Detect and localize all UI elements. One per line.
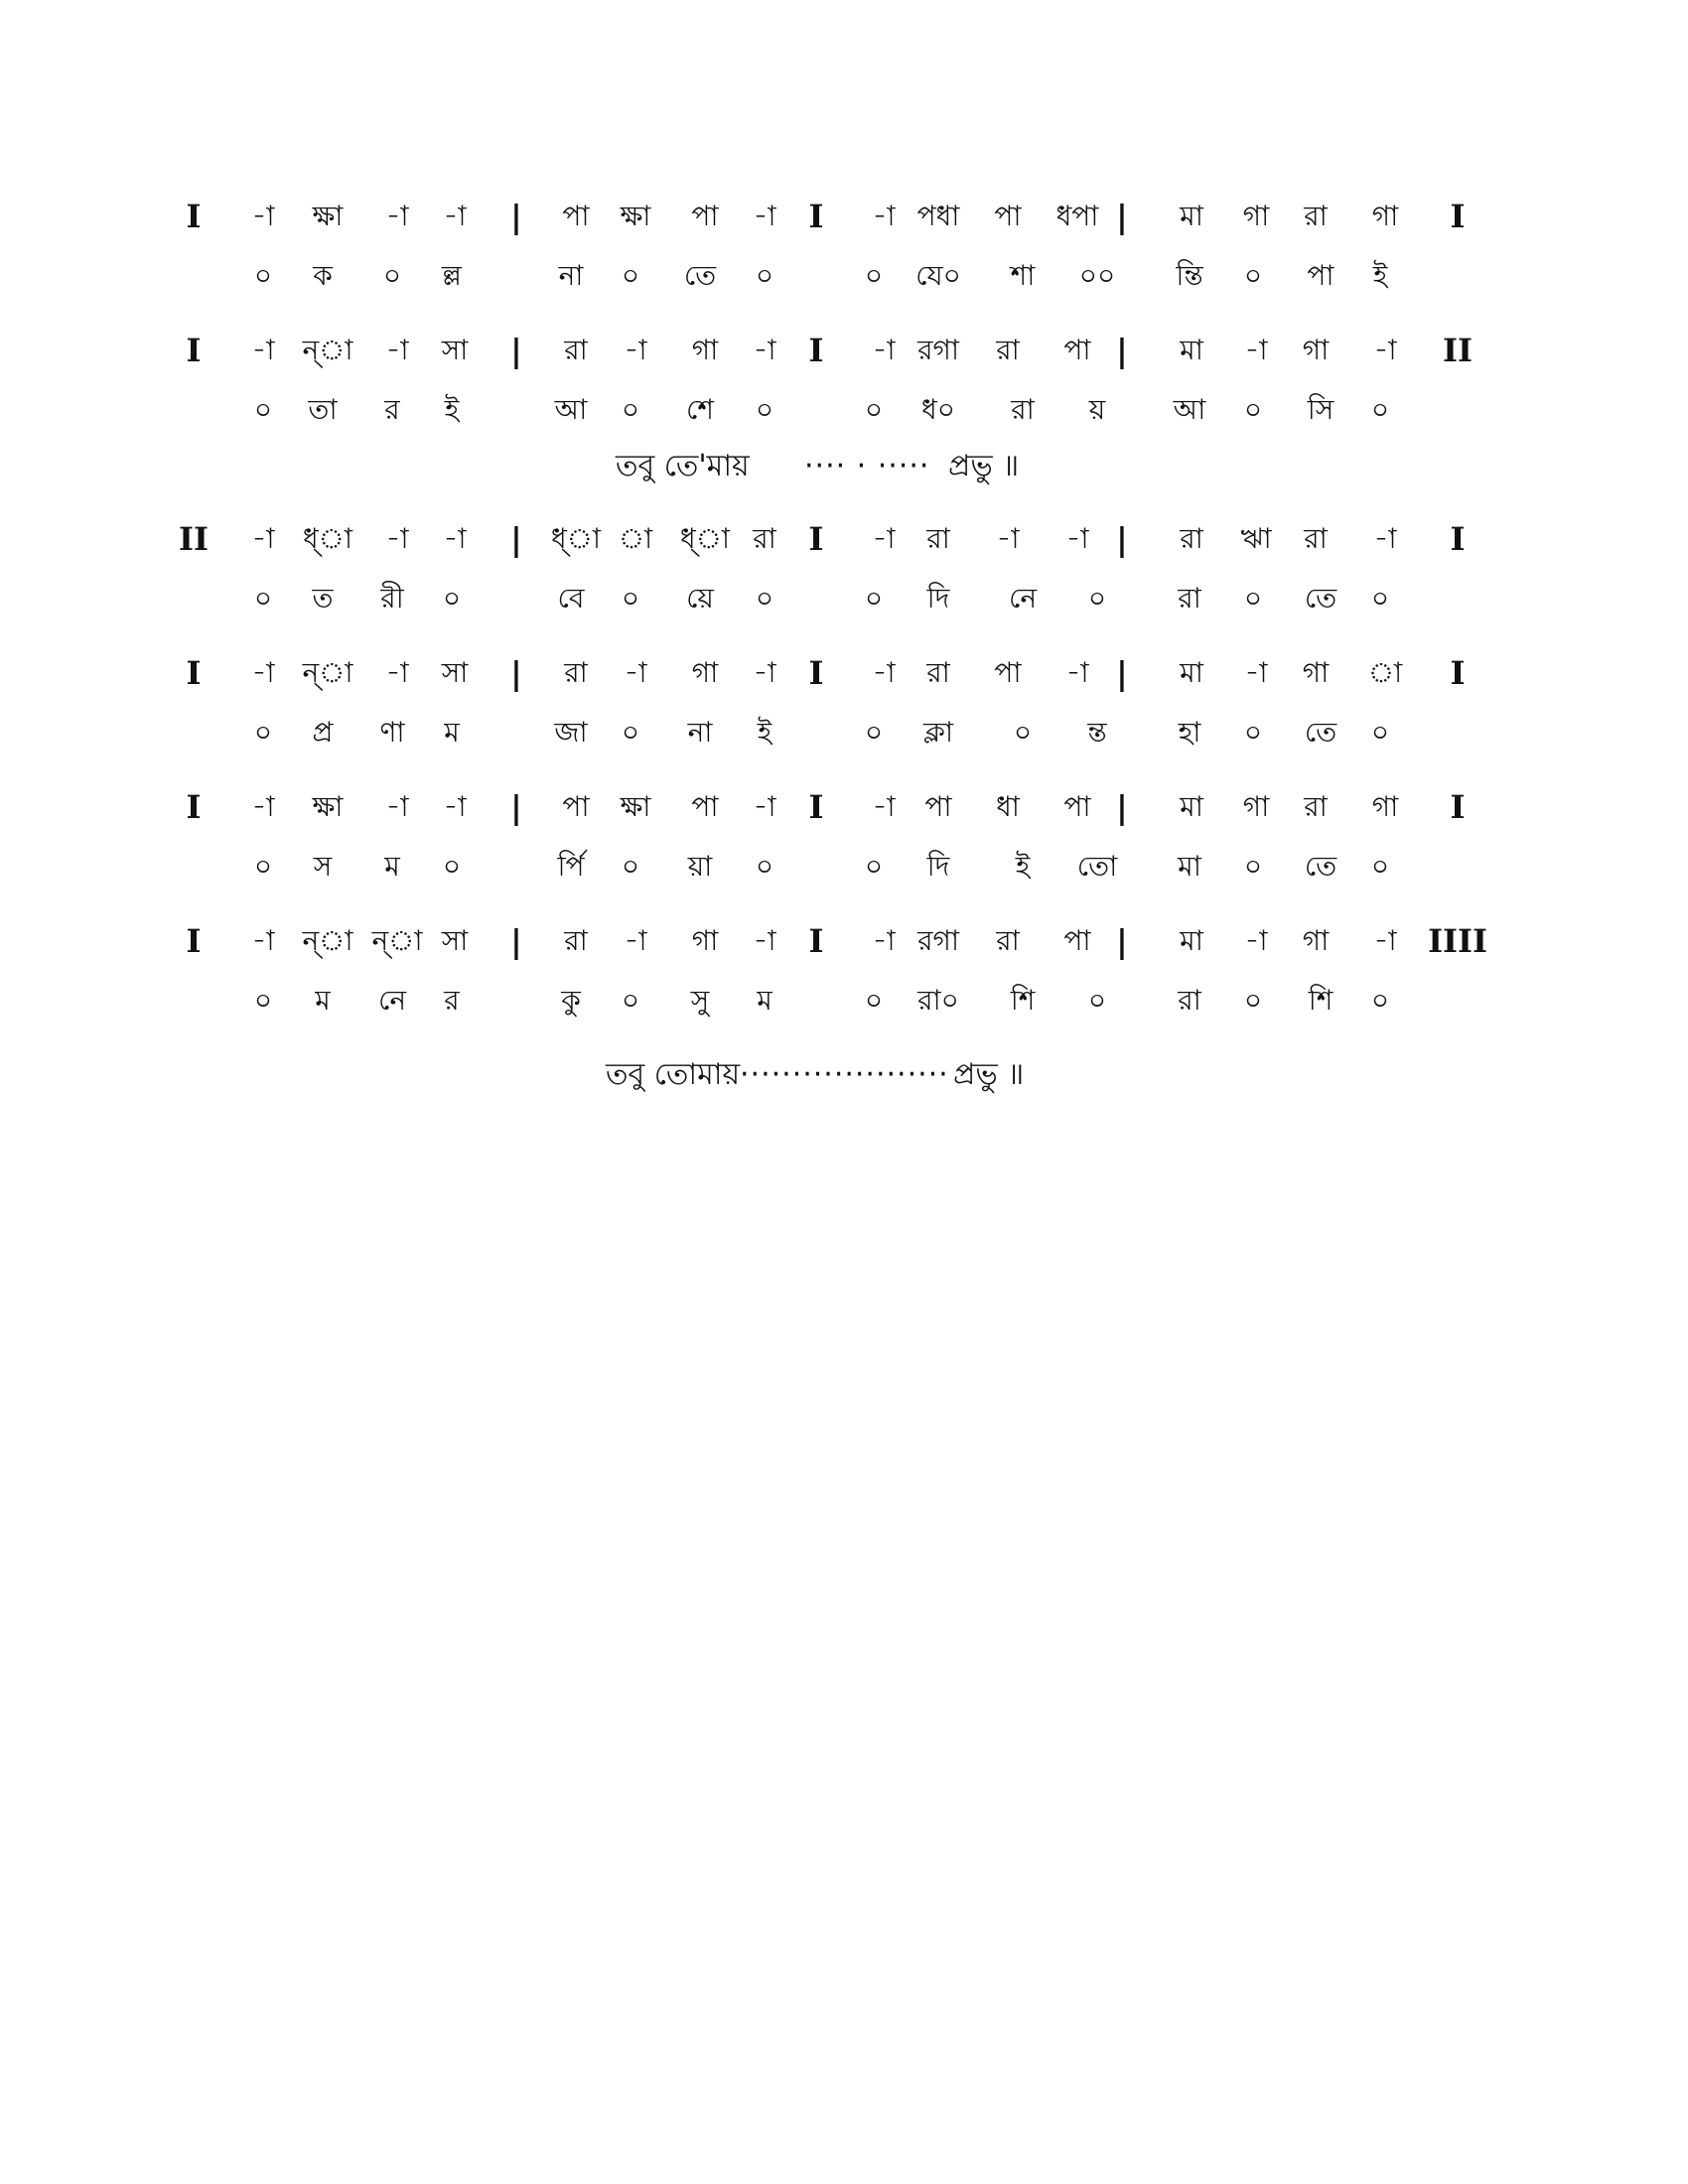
note-syllable: -া [1065,656,1089,689]
note-syllable: গা [1242,790,1270,823]
bar-line: | [510,520,522,558]
lyric-row [0,839,1688,894]
note-syllable: গা [1302,334,1330,366]
note-syllable: পা [562,790,590,823]
lyric-syllable: র [384,393,400,426]
note-syllable: রা [1304,200,1328,232]
lyric-syllable: তে [1304,716,1337,749]
note-syllable: -া [385,200,409,232]
bar-line: I [808,922,824,960]
bar-line: | [510,654,522,692]
bar-line: I [808,198,824,235]
note-syllable: -া [251,200,275,232]
note-syllable: -া [1373,334,1397,366]
note-syllable: সা [441,656,469,689]
note-syllable: সা [441,334,469,366]
note-syllable: -া [872,522,896,555]
note-syllable: -া [385,790,409,823]
lyric-syllable: ০ [621,393,640,426]
note-syllable: পা [691,790,719,823]
note-syllable: -া [443,790,467,823]
note-syllable: -া [443,522,467,555]
note-syllable: -া [624,656,647,689]
bar-line: | [1116,198,1128,235]
lyric-syllable: ০ [864,716,884,749]
bar-line: I [808,788,824,826]
note-syllable: পা [994,656,1022,689]
lyric-syllable: তা [308,393,338,426]
lyric-syllable: ল্ল [442,259,462,292]
note-syllable: ধ্‌া [550,522,602,555]
notation-row [0,323,1688,378]
lyric-syllable: রী [380,582,404,614]
lyric-syllable: মা [1178,850,1201,883]
lyric-syllable: ম [757,984,773,1017]
lyric-syllable: ০ [382,259,402,292]
lyric-syllable: ০ [864,984,884,1017]
note-syllable: -া [753,200,776,232]
lyric-syllable: ০ [1243,984,1263,1017]
note-syllable: -া [624,924,647,957]
note-syllable: রা [564,924,588,957]
lyric-syllable: ০ [755,850,774,883]
lyric-syllable: ০ [864,259,884,292]
lyric-syllable: ০ [253,984,273,1017]
lyric-syllable: ০ [755,259,774,292]
lyric-syllable: শা [1010,259,1036,292]
note-syllable: পা [691,200,719,232]
lyric-syllable: ০ [621,582,640,614]
note-syllable: -া [1373,924,1397,957]
refrain-start: তবু তে'মায় [616,449,750,483]
lyric-syllable: রা [1178,582,1201,614]
note-syllable: ঋা [1240,522,1272,555]
bar-line: | [1116,654,1128,692]
lyric-syllable: ই [1015,850,1031,883]
note-syllable: -া [251,924,275,957]
note-syllable: া [618,522,653,555]
bar-line: I [186,788,202,826]
lyric-syllable: ০ [1243,850,1263,883]
lyric-syllable: য়ে [686,582,714,614]
lyric-syllable: ধ০ [921,393,955,426]
lyric-syllable: ন্তি [1176,259,1203,292]
refrain-dots: ···· · ····· [804,449,930,483]
lyric-syllable: ই [757,716,773,749]
lyric-row [0,248,1688,304]
lyric-syllable: ই [444,393,460,426]
lyric-syllable: ০ [1243,582,1263,614]
lyric-syllable: যে০ [915,259,961,292]
bar-line: | [1116,922,1128,960]
bar-line: | [510,332,522,369]
lyric-syllable: না [687,716,713,749]
bar-line: II [1443,332,1473,369]
refrain-start: তবু তোমায় [606,1057,741,1092]
note-syllable: গা [691,656,719,689]
note-syllable: -া [753,656,776,689]
lyric-syllable: তো [1076,850,1118,883]
note-syllable: -া [753,334,776,366]
note-syllable: ক্ষা [312,200,344,232]
note-syllable: পা [1063,334,1091,366]
note-syllable: -া [872,334,896,366]
lyric-syllable: আ [1173,393,1206,426]
bar-line: | [1116,332,1128,369]
note-syllable: রা [996,924,1020,957]
lyric-syllable: ম [384,850,400,883]
lyric-syllable: র [444,984,460,1017]
lyric-syllable: ০ [621,984,640,1017]
lyric-syllable: ০ [253,716,273,749]
note-syllable: -া [1244,334,1268,366]
lyric-syllable: ০ [1370,393,1390,426]
lyric-syllable: ক্লা [922,716,954,749]
lyric-syllable: ০ [1243,393,1263,426]
notation-row [0,913,1688,969]
lyric-row [0,973,1688,1028]
note-syllable: রা [996,334,1020,366]
lyric-syllable: ০ [1370,716,1390,749]
note-syllable: -া [872,200,896,232]
note-syllable: মা [1180,656,1203,689]
lyric-syllable: হা [1178,716,1201,749]
lyric-syllable: ম [444,716,460,749]
note-syllable: ধা [996,790,1020,823]
note-syllable: পা [562,200,590,232]
lyric-row [0,705,1688,760]
lyric-syllable: রা [1178,984,1201,1017]
bar-line: I [1450,654,1466,692]
refrain-dots: ···················· [740,1057,949,1092]
lyric-syllable: সু [690,984,710,1017]
lyric-syllable: ০ [755,393,774,426]
note-syllable: -া [1244,924,1268,957]
note-syllable: গা [691,334,719,366]
lyric-syllable: ন্ত [1087,716,1107,749]
bar-line: II [179,520,209,558]
note-syllable: -া [385,522,409,555]
lyric-syllable: ০ [1013,716,1033,749]
note-syllable: গা [1302,924,1330,957]
note-syllable: সা [441,924,469,957]
note-syllable: রা [926,656,950,689]
note-syllable: রগা [917,924,959,957]
notation-row [0,779,1688,835]
lyric-syllable: জা [554,716,588,749]
lyric-syllable: সি [1307,393,1335,426]
bar-line: IIII [1428,922,1487,960]
lyric-syllable: ০ [1370,850,1390,883]
note-syllable: ক্ষা [620,200,651,232]
note-syllable: পা [994,200,1022,232]
bar-line: | [1116,788,1128,826]
refrain-end: প্রভু ॥ [948,449,1020,483]
bar-line: I [186,922,202,960]
bar-line: I [1450,788,1466,826]
lyric-syllable: রা০ [917,984,959,1017]
lyric-syllable: ০ [864,850,884,883]
note-syllable: -া [753,790,776,823]
note-syllable: ন্‌া [302,924,353,957]
note-syllable: গা [691,924,719,957]
bar-line: I [808,332,824,369]
note-syllable: পধা [916,200,960,232]
note-syllable: -া [1244,656,1268,689]
note-syllable: -া [443,200,467,232]
lyric-syllable: ০ [621,716,640,749]
lyric-syllable: ০ [1243,716,1263,749]
lyric-syllable: দি [926,850,950,883]
lyric-syllable: ০ [1087,984,1107,1017]
note-syllable: ধপা [1055,200,1099,232]
note-syllable: ন্‌া [302,334,353,366]
bar-line: I [1450,520,1466,558]
lyric-syllable: য়া [687,850,713,883]
note-syllable: ক্ষা [312,790,344,823]
lyric-syllable: ত [312,582,334,614]
lyric-syllable: ণা [379,716,405,749]
lyric-syllable: নে [1008,582,1038,614]
lyric-syllable: ০ [442,582,462,614]
lyric-syllable: ০ [1243,259,1263,292]
lyric-syllable: রা [1011,393,1035,426]
note-syllable: ধ্‌া [679,522,731,555]
note-syllable: পা [1063,790,1091,823]
note-syllable: -া [996,522,1020,555]
bar-line: I [1450,198,1466,235]
lyric-syllable: তে [683,259,717,292]
lyric-syllable: প্র [312,716,334,749]
note-syllable: ধ্‌া [302,522,353,555]
lyric-syllable: কু [561,984,581,1017]
lyric-syllable: তে [1304,850,1337,883]
note-syllable: গা [1242,200,1270,232]
lyric-syllable: ০ [621,850,640,883]
refrain-line [0,1047,1688,1103]
note-syllable: গা [1371,790,1399,823]
lyric-syllable: ক [313,259,333,292]
note-syllable: ন্‌া [371,924,423,957]
lyric-syllable: ০ [864,393,884,426]
lyric-syllable: শে [686,393,714,426]
note-syllable: -া [251,334,275,366]
lyric-syllable: ই [1372,259,1388,292]
note-syllable: -া [872,656,896,689]
lyric-syllable: শি [1308,984,1334,1017]
lyric-syllable: য় [1088,393,1106,426]
lyric-syllable: তে [1304,582,1337,614]
lyric-syllable: ০ [442,850,462,883]
bar-line: I [186,332,202,369]
note-syllable: া [1367,656,1403,689]
note-syllable: রা [926,522,950,555]
note-syllable: পা [1063,924,1091,957]
lyric-syllable: ০ [864,582,884,614]
lyric-syllable: ০ [1370,582,1390,614]
refrain-end: প্রভু ॥ [953,1057,1025,1092]
note-syllable: -া [1373,522,1397,555]
note-syllable: রগা [917,334,959,366]
lyric-syllable: আ [554,393,588,426]
note-syllable: গা [1371,200,1399,232]
note-syllable: রা [1304,522,1328,555]
note-syllable: মা [1180,924,1203,957]
lyric-syllable: ০০ [1078,259,1116,292]
lyric-syllable: ০ [253,259,273,292]
note-syllable: রা [753,522,776,555]
lyric-syllable: ০ [253,582,273,614]
note-syllable: গা [1302,656,1330,689]
note-syllable: মা [1180,790,1203,823]
bar-line: I [808,520,824,558]
lyric-syllable: নে [377,984,407,1017]
note-syllable: -া [251,656,275,689]
note-syllable: -া [385,656,409,689]
note-syllable: -া [251,522,275,555]
note-syllable: রা [1304,790,1328,823]
lyric-syllable: না [558,259,584,292]
bar-line: | [1116,520,1128,558]
bar-line: | [510,198,522,235]
lyric-syllable: ০ [253,393,273,426]
bar-line: | [510,922,522,960]
lyric-syllable: ০ [1087,582,1107,614]
notation-row [0,645,1688,701]
lyric-syllable: বে [557,582,585,614]
note-syllable: -া [385,334,409,366]
bar-line: I [808,654,824,692]
lyric-syllable: ০ [1370,984,1390,1017]
lyric-syllable: ০ [621,259,640,292]
lyric-syllable: র্পি [557,850,585,883]
note-syllable: -া [1065,522,1089,555]
refrain-line [0,439,1688,494]
note-syllable: -া [753,924,776,957]
notation-row [0,189,1688,244]
bar-line: | [510,788,522,826]
note-syllable: -া [872,790,896,823]
lyric-row [0,382,1688,438]
note-syllable: -া [251,790,275,823]
note-syllable: রা [564,334,588,366]
lyric-syllable: ০ [253,850,273,883]
note-syllable: রা [564,656,588,689]
note-syllable: -া [624,334,647,366]
lyric-syllable: দি [926,582,950,614]
note-syllable: মা [1180,200,1203,232]
lyric-syllable: ম [315,984,331,1017]
bar-line: I [186,198,202,235]
lyric-row [0,571,1688,626]
bar-line: I [186,654,202,692]
lyric-syllable: ০ [755,582,774,614]
note-syllable: মা [1180,334,1203,366]
note-syllable: ক্ষা [620,790,651,823]
notation-row [0,511,1688,567]
lyric-syllable: স [313,850,333,883]
note-syllable: -া [872,924,896,957]
lyric-syllable: শি [1010,984,1036,1017]
note-syllable: রা [1180,522,1203,555]
note-syllable: ন্‌া [302,656,353,689]
note-syllable: পা [924,790,952,823]
lyric-syllable: পা [1307,259,1335,292]
